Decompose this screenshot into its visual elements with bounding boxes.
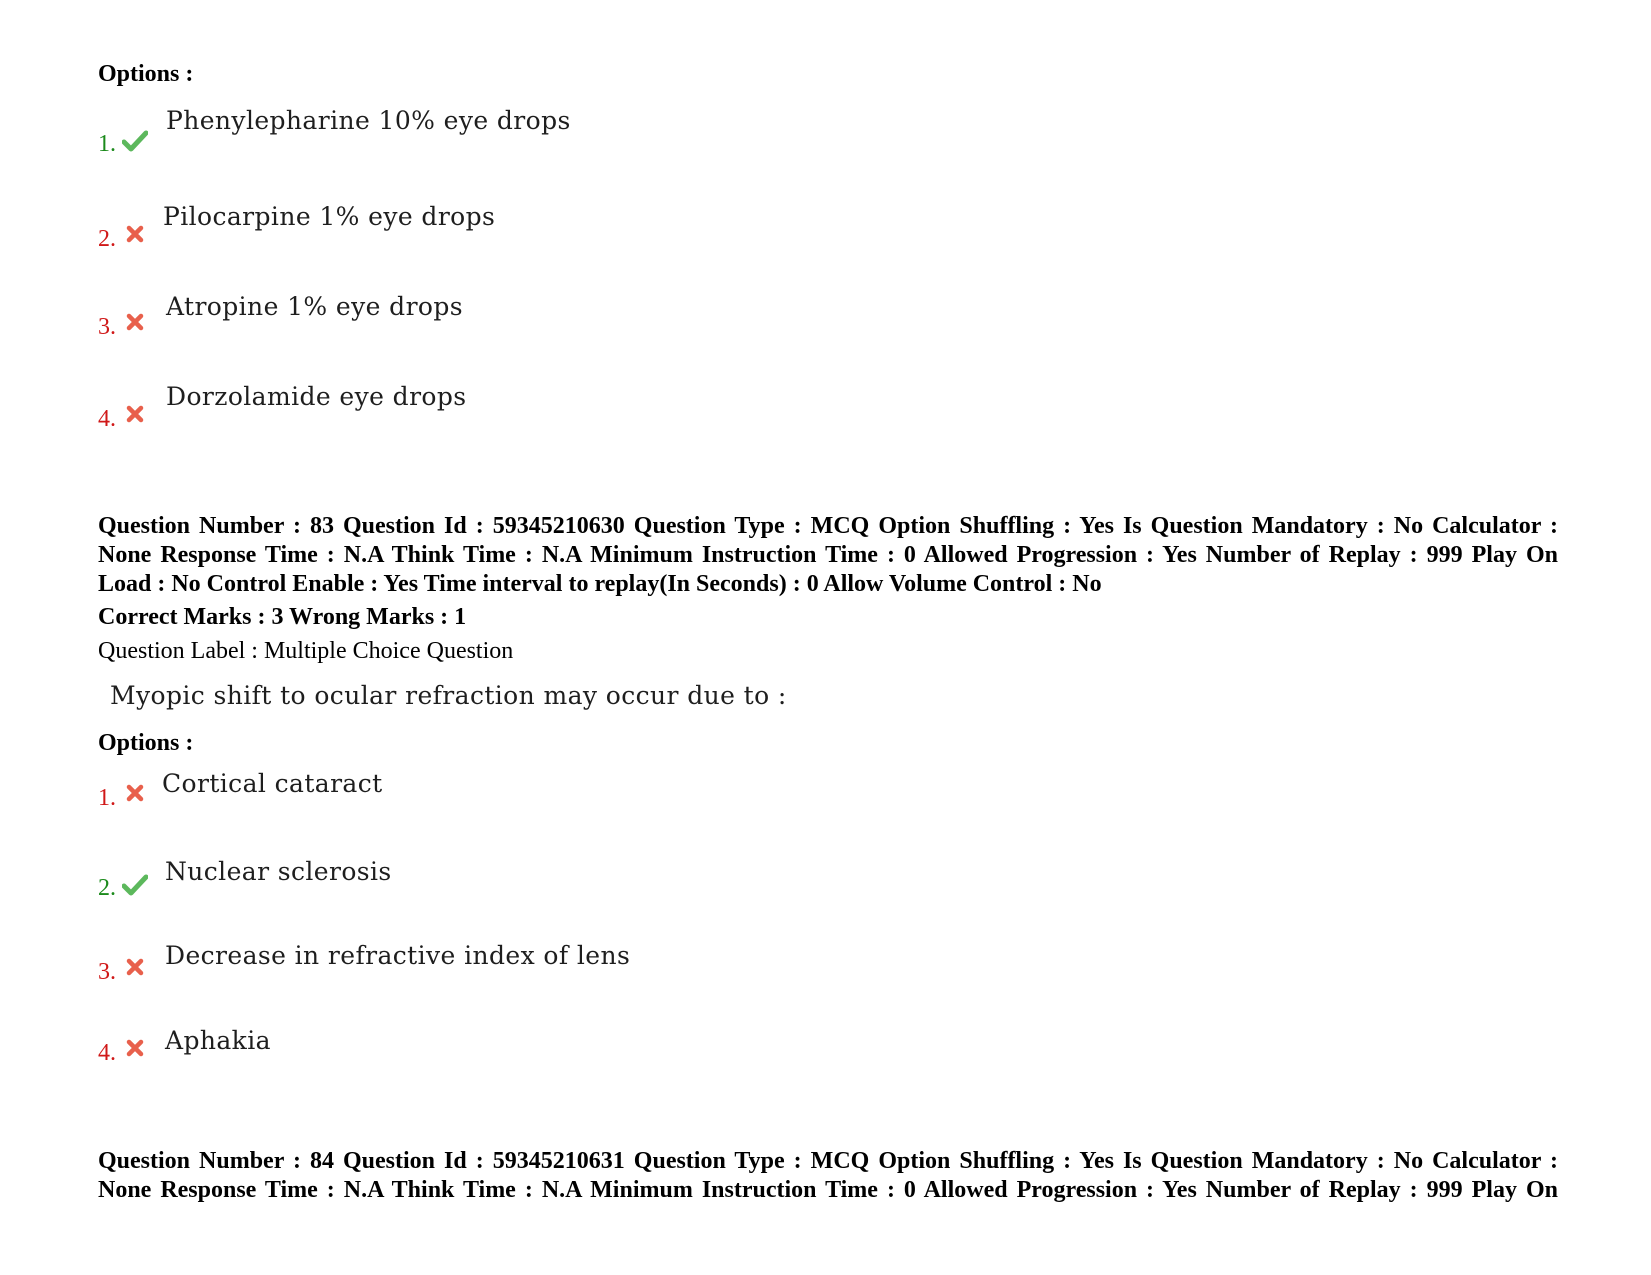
option-number: 4. <box>98 406 116 432</box>
cross-icon <box>126 405 144 428</box>
cross-icon <box>126 958 144 981</box>
option-text: Nuclear sclerosis <box>165 857 392 886</box>
question-meta <box>98 1147 1558 1205</box>
option-number: 2. <box>98 875 116 901</box>
option-number: 2. <box>98 226 116 252</box>
question-text: Myopic shift to ocular refraction may occur due to : <box>110 681 787 710</box>
option-number: 1. <box>98 131 116 157</box>
meta-line: None Response Time : N.A Think Time : N.A Minimum Instruction Time : 0 Allowed Progression : Yes Number of Replay : 999 Play On <box>98 1177 1558 1203</box>
marks-line: Correct Marks : 3 Wrong Marks : 1 <box>98 604 467 630</box>
check-icon <box>122 874 148 901</box>
options-heading: Options : <box>98 730 194 756</box>
meta-line: None Response Time : N.A Think Time : N.A Minimum Instruction Time : 0 Allowed Progression : Yes Number of Replay : 999 Play On <box>98 542 1558 568</box>
option-text: Dorzolamide eye drops <box>166 382 467 411</box>
option-text: Decrease in refractive index of lens <box>165 941 631 970</box>
option-text: Aphakia <box>165 1026 271 1055</box>
option-text: Phenylepharine 10% eye drops <box>166 106 571 135</box>
cross-icon <box>126 784 144 807</box>
meta-line: Question Number : 83 Question Id : 59345210630 Question Type : MCQ Option Shuffling : Yes Is Question Mandatory : No Calculator : <box>98 513 1558 539</box>
question-meta <box>98 512 1558 599</box>
option-number: 3. <box>98 314 116 340</box>
option-text: Cortical cataract <box>162 769 383 798</box>
option-text: Atropine 1% eye drops <box>166 292 464 321</box>
option-text: Pilocarpine 1% eye drops <box>163 202 496 231</box>
question-label: Question Label : Multiple Choice Question <box>98 638 514 664</box>
meta-line: Load : No Control Enable : Yes Time interval to replay(In Seconds) : 0 Allow Volume Control : No <box>98 571 1102 597</box>
options-heading: Options : <box>98 61 194 87</box>
meta-line: Question Number : 84 Question Id : 59345210631 Question Type : MCQ Option Shuffling : Yes Is Question Mandatory : No Calculator : <box>98 1148 1558 1174</box>
option-number: 3. <box>98 959 116 985</box>
check-icon <box>122 130 148 157</box>
option-number: 1. <box>98 785 116 811</box>
cross-icon <box>126 225 144 248</box>
cross-icon <box>126 313 144 336</box>
option-number: 4. <box>98 1040 116 1066</box>
cross-icon <box>126 1039 144 1062</box>
